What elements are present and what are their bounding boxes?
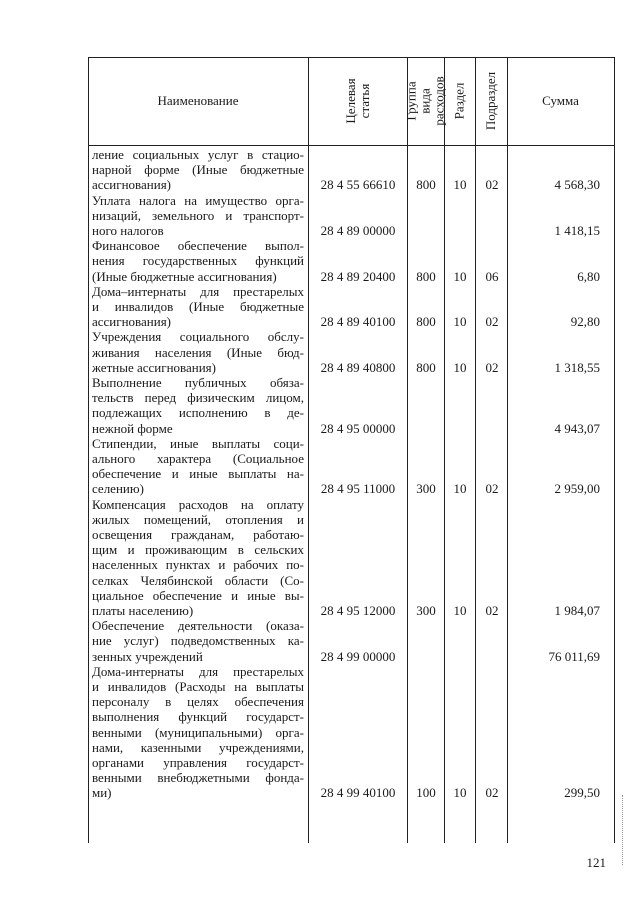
row-name-line: платы населению) (92, 603, 194, 619)
row-name-line: подлежащих исполнению в де- (92, 405, 304, 421)
row-target: 28 4 95 00000 (320, 420, 396, 436)
header-name: Наименование (157, 93, 239, 108)
row-name-line: населенных пунктах и рабочих по- (92, 557, 304, 573)
row-name-line: селках Челябинской области (Со- (92, 572, 304, 588)
row-name (92, 147, 304, 193)
row-sum: 1 984,07 (554, 603, 600, 618)
row-group: 800 (416, 177, 436, 193)
row-name-line: Выполнение публичных обяза- (92, 375, 304, 390)
row-name-line: ассигнования) (92, 314, 172, 330)
row-name-line: выполнения функций государст- (92, 709, 304, 725)
row-name (92, 238, 304, 284)
row-sum: 76 011,69 (548, 648, 600, 664)
row-name-line: ального характера (Социальное (92, 451, 304, 466)
row-name-line: и инвалидов (Иные бюджетные (92, 299, 304, 314)
row-name-line: персоналу в целях обеспечения (92, 694, 304, 710)
row-section: 10 (453, 481, 467, 497)
row-target: 28 4 55 66610 (320, 177, 396, 193)
row-section: 10 (453, 603, 467, 618)
row-target: 28 4 95 12000 (320, 603, 396, 618)
header-subsection-cell (475, 57, 507, 145)
col-border-left (88, 57, 89, 843)
header-section-cell (444, 57, 475, 145)
col-border-target (308, 57, 309, 843)
header-group-cell (403, 57, 447, 145)
row-section: 10 (453, 314, 467, 330)
row-name (92, 664, 304, 801)
row-section: 10 (453, 359, 467, 375)
row-target: 28 4 99 40100 (320, 785, 396, 801)
row-subsection: 02 (485, 785, 499, 801)
row-subsection: 02 (485, 359, 499, 375)
row-subsection: 02 (485, 603, 499, 618)
header-sum-cell (507, 57, 614, 145)
row-sum: 299,50 (564, 785, 600, 801)
header-name-cell (88, 57, 308, 145)
header-sum: Сумма (542, 93, 579, 108)
row-name-line: Учреждения социального обслу- (92, 329, 304, 345)
col-border-sum (507, 57, 508, 843)
row-name-line: Обеспечение деятельности (оказа- (92, 618, 304, 634)
row-name-line: нежной форме (92, 420, 173, 436)
page-number: 121 (586, 855, 606, 870)
row-target: 28 4 89 20400 (320, 268, 396, 284)
col-border-right (614, 57, 615, 843)
row-name-line: нарной форме (Иные бюджетные (92, 162, 304, 178)
row-name-line: ние услуг) подведомственных ка- (92, 633, 304, 649)
row-subsection: 02 (485, 177, 499, 193)
row-name-line: (Иные бюджетные ассигнования) (92, 268, 277, 284)
row-group: 300 (416, 603, 436, 618)
row-name (92, 193, 304, 239)
row-name-line: селению) (92, 481, 144, 497)
row-sum: 2 959,00 (554, 481, 600, 497)
row-sum: 1 418,15 (554, 223, 600, 238)
row-name-line: ного налогов (92, 223, 164, 238)
row-name-line: ассигнования) (92, 177, 172, 193)
row-group: 800 (416, 314, 436, 330)
row-name (92, 375, 304, 436)
row-name-line: щим и проживающим в сельских (92, 542, 304, 558)
row-name-line: живания населения (Иные бюд- (92, 344, 304, 360)
row-sum: 92,80 (570, 314, 600, 330)
row-name-line: низаций, земельного и транспорт- (92, 207, 304, 223)
header-bottom-border (88, 145, 614, 146)
row-name (92, 284, 304, 330)
row-name-line: Стипендии, иные выплаты соци- (92, 435, 304, 451)
row-subsection: 02 (485, 481, 499, 497)
row-group: 300 (416, 481, 436, 497)
col-border-subsection (475, 57, 476, 843)
row-name-line: и инвалидов (Расходы на выплаты (92, 679, 304, 694)
row-sum: 1 318,55 (554, 359, 600, 375)
row-name-line: жилых помещений, отопления и (92, 511, 304, 527)
row-name (92, 497, 304, 619)
row-name-line: венными внебюджетными фонда- (92, 770, 304, 786)
col-border-group (407, 57, 408, 843)
row-name-line: Финансовое обеспечение выпол- (92, 238, 304, 254)
row-target: 28 4 99 00000 (320, 648, 396, 664)
row-name-line: тельств перед физическим лицом, (92, 390, 304, 406)
row-group: 800 (416, 268, 436, 284)
row-sum: 4 943,07 (554, 420, 600, 436)
row-name-line: обеспечение и иные выплаты на- (92, 466, 304, 482)
row-name-line: освещения гражданам, работаю- (92, 527, 304, 542)
row-target: 28 4 95 11000 (320, 481, 396, 497)
row-name (92, 329, 304, 375)
row-group: 800 (416, 359, 436, 375)
row-section: 10 (453, 785, 467, 801)
row-name-line: нами, казенными учреждениями, (92, 739, 304, 755)
row-name (92, 618, 304, 664)
row-name-line: циальное обеспечение и иные вы- (92, 587, 304, 603)
row-target: 28 4 89 40100 (320, 314, 396, 330)
row-name-line: Компенсация расходов на оплату (92, 496, 304, 512)
header-group: Группа вида расходов (403, 76, 447, 126)
row-target: 28 4 89 00000 (320, 223, 396, 238)
row-name-line: органами управления государст- (92, 755, 304, 771)
header-target: Целевая статья (342, 78, 372, 124)
row-sum: 6,80 (577, 268, 600, 284)
header-section: Раздел (451, 82, 467, 120)
row-name-line: венными (муниципальными) орга- (92, 724, 304, 740)
row-target: 28 4 89 40800 (320, 359, 396, 375)
row-name-line: Дома-интернаты для престарелых (92, 663, 304, 679)
row-name-line: нения государственных функций (92, 253, 304, 269)
col-border-section (444, 57, 445, 843)
row-name-line: жетные ассигнования) (92, 359, 216, 375)
row-name-line: ление социальных услуг в стацио- (92, 147, 304, 162)
row-section: 10 (453, 177, 467, 193)
row-name-line: ми) (92, 785, 112, 801)
row-name (92, 436, 304, 497)
row-name-line: зенных учреждений (92, 648, 203, 664)
row-section: 10 (453, 268, 467, 284)
row-name-line: Уплата налога на имущество орга- (92, 192, 304, 208)
row-name-line: Дома–интернаты для престарелых (92, 283, 304, 299)
scan-artifact (622, 795, 624, 865)
row-subsection: 06 (485, 268, 499, 284)
header-target-cell (308, 57, 407, 145)
row-subsection: 02 (485, 314, 499, 330)
row-sum: 4 568,30 (554, 177, 600, 193)
row-group: 100 (416, 785, 436, 801)
header-subsection: Подраздел (483, 71, 499, 131)
